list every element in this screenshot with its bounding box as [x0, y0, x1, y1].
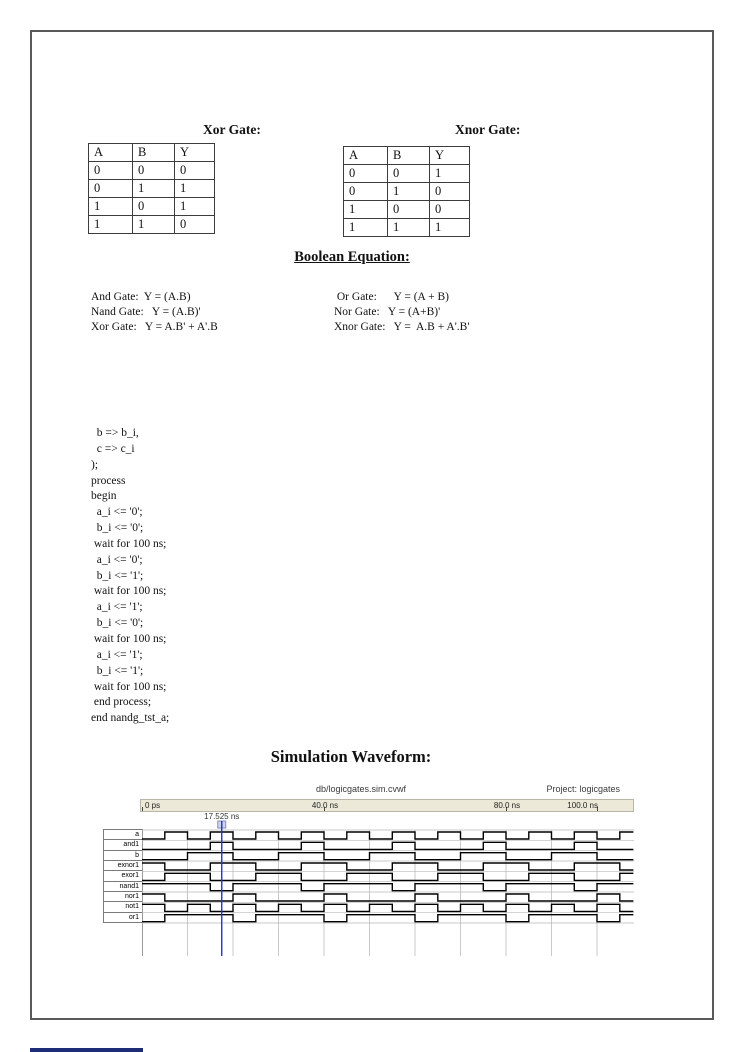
code-line: a_i <= '1'; — [91, 648, 143, 661]
table-cell: 0 — [344, 165, 388, 183]
table-row — [344, 201, 470, 219]
code-line: c => c_i — [91, 442, 135, 455]
trace-nand1 — [142, 884, 633, 891]
trace-or1 — [142, 915, 633, 922]
signal-name-nand1: nand1 — [103, 881, 143, 892]
code-line: ); — [91, 458, 99, 471]
equation-line: Or Gate: Y = (A + B) — [334, 291, 449, 303]
vhdl-code-block — [91, 426, 169, 727]
table-cell: 0 — [133, 162, 175, 180]
code-line: wait for 100 ns; — [91, 632, 167, 645]
signal-name-a: a — [103, 829, 143, 840]
table-cell: 1 — [89, 216, 133, 234]
signal-name-and1: and1 — [103, 839, 143, 850]
ruler-tick-label: 40.0 ns — [311, 801, 339, 810]
table-cell: 1 — [388, 219, 430, 237]
trace-exnor1 — [142, 863, 633, 870]
time-ruler — [140, 799, 634, 812]
equation-line: Nor Gate: Y = (A+B)' — [334, 306, 441, 319]
table-cell: 1 — [175, 198, 215, 216]
waveform-plot — [142, 818, 634, 958]
table-row — [89, 180, 215, 198]
table-header-row — [344, 147, 470, 165]
table-cell: 1 — [133, 180, 175, 198]
table-cell: 0 — [344, 183, 388, 201]
table-header-cell: A — [89, 144, 133, 162]
trace-a — [142, 832, 633, 839]
table-row — [89, 216, 215, 234]
code-line: a_i <= '0'; — [91, 506, 143, 519]
table-header-cell: A — [344, 147, 388, 165]
signal-name-exor1: exor1 — [103, 870, 143, 881]
signal-name-exnor1: exnor1 — [103, 860, 143, 871]
code-line: b_i <= '1'; — [91, 569, 144, 582]
code-line: b_i <= '1'; — [91, 664, 144, 677]
table-cell: 0 — [430, 183, 470, 201]
table-header-cell: Y — [175, 144, 215, 162]
code-line: a_i <= '0'; — [91, 553, 143, 566]
code-line: wait for 100 ns; — [91, 680, 167, 693]
signal-name-nor1: nor1 — [103, 891, 143, 902]
trace-nor1 — [142, 894, 633, 901]
xnor-gate-title: Xnor Gate: — [455, 122, 521, 137]
footer-accent-bar — [30, 1048, 143, 1052]
code-line: wait for 100 ns; — [91, 537, 167, 550]
table-header-row — [89, 144, 215, 162]
code-line: wait for 100 ns; — [91, 585, 167, 598]
table-header-cell: Y — [430, 147, 470, 165]
table-row — [344, 183, 470, 201]
trace-b — [142, 853, 633, 860]
table-header-cell: B — [133, 144, 175, 162]
trace-not1 — [142, 904, 633, 911]
table-cell: 1 — [430, 165, 470, 183]
table-row — [89, 162, 215, 180]
boolean-equation-heading: Boolean Equation: — [294, 249, 410, 265]
table-row — [344, 219, 470, 237]
signal-name-not1: not1 — [103, 901, 143, 912]
table-cell: 0 — [175, 162, 215, 180]
table-cell: 1 — [430, 219, 470, 237]
equation-line: And Gate: Y = (A.B) — [91, 291, 191, 303]
table-cell: 1 — [388, 183, 430, 201]
xor-truth-table — [88, 143, 215, 234]
signal-name-b: b — [103, 850, 143, 861]
table-cell: 1 — [175, 180, 215, 198]
ruler-tick — [142, 807, 143, 811]
equations-right-column — [334, 290, 469, 336]
table-cell: 1 — [344, 201, 388, 219]
code-line: a_i <= '1'; — [91, 601, 143, 614]
equation-line: Nand Gate: Y = (A.B)' — [91, 306, 201, 319]
table-cell: 0 — [133, 198, 175, 216]
table-cell: 0 — [388, 165, 430, 183]
table-cell: 1 — [133, 216, 175, 234]
table-cell: 0 — [430, 201, 470, 219]
code-line: b_i <= '0'; — [91, 522, 144, 535]
code-line: b => b_i, — [91, 427, 139, 439]
xnor-truth-table — [343, 146, 470, 237]
xor-gate-title: Xor Gate: — [203, 122, 261, 137]
trace-exor1 — [142, 873, 633, 880]
ruler-tick-label: 100.0 ns — [567, 801, 598, 810]
table-cell: 0 — [89, 180, 133, 198]
signal-name-or1: or1 — [103, 912, 143, 923]
table-cell: 0 — [175, 216, 215, 234]
ruler-tick-label: 0 ps — [145, 801, 161, 810]
waveform-file-label: db/logicgates.sim.cvwf — [315, 784, 407, 794]
equations-left-column — [91, 290, 218, 336]
code-line: begin — [91, 490, 117, 503]
table-cell: 1 — [89, 198, 133, 216]
table-row — [89, 198, 215, 216]
code-line: b_i <= '0'; — [91, 617, 144, 630]
waveform-project-label: Project: logicgates — [546, 784, 620, 794]
ruler-tick-label: 80.0 ns — [493, 801, 521, 810]
equation-line: Xnor Gate: Y = A.B + A'.B' — [334, 321, 470, 334]
table-cell: 0 — [89, 162, 133, 180]
table-cell: 1 — [344, 219, 388, 237]
code-line: end nandg_tst_a; — [91, 712, 170, 725]
cursor-time-label: 17.525 ns — [204, 812, 240, 821]
code-line: end process; — [91, 696, 152, 709]
trace-and1 — [142, 842, 633, 849]
table-row — [344, 165, 470, 183]
code-line: process — [91, 474, 126, 487]
table-header-cell: B — [388, 147, 430, 165]
table-cell: 0 — [388, 201, 430, 219]
equation-line: Xor Gate: Y = A.B' + A'.B — [91, 321, 218, 334]
simulation-waveform-heading: Simulation Waveform: — [270, 747, 432, 766]
